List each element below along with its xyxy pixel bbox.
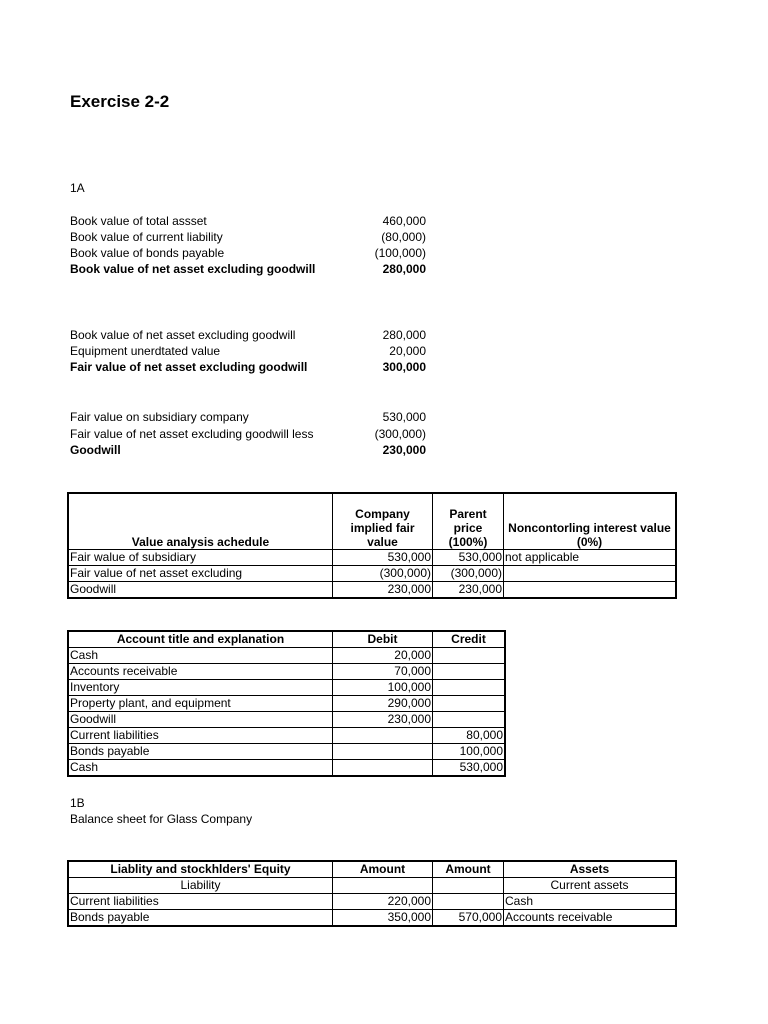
block1-total-value: 280,000 [382, 262, 426, 276]
table-cell: Fair value of net asset excluding [69, 566, 333, 582]
table-row [69, 728, 505, 744]
value-analysis-table [68, 493, 676, 598]
table-header-row [69, 632, 505, 648]
block1-label: Book value of total assset [70, 214, 207, 228]
column-header: Account title and explanation [69, 632, 333, 648]
table-cell [433, 648, 505, 664]
block3-total-value: 230,000 [382, 443, 426, 457]
table-cell: Current liabilities [69, 894, 333, 910]
table-row [69, 712, 505, 728]
table-cell: Bonds payable [69, 910, 333, 926]
table-row [69, 894, 676, 910]
column-header: Credit [433, 632, 505, 648]
table-cell: not applicable [504, 550, 676, 566]
table-cell [433, 712, 505, 728]
table-row [69, 696, 505, 712]
table-row [69, 910, 676, 926]
table-cell: (300,000) [333, 566, 433, 582]
column-header: Assets [504, 862, 676, 878]
table-row [69, 664, 505, 680]
table-cell: 230,000 [333, 712, 433, 728]
table-cell [333, 728, 433, 744]
table-cell: 100,000 [333, 680, 433, 696]
table-row [69, 550, 676, 566]
table-cell: 570,000 [433, 910, 504, 926]
table-cell: 70,000 [333, 664, 433, 680]
block1-value: 460,000 [382, 214, 426, 228]
table-cell: Goodwill [69, 582, 333, 598]
column-header: Parent price (100%) [433, 494, 504, 550]
table-cell: Accounts receivable [504, 910, 676, 926]
table-row [69, 566, 676, 582]
page-title: Exercise 2-2 [70, 92, 170, 111]
table-cell: 100,000 [433, 744, 505, 760]
table-cell [333, 760, 433, 776]
block2-total-label: Fair value of net asset excluding goodwill [70, 360, 308, 374]
table-row [69, 648, 505, 664]
table-row [69, 878, 676, 894]
table-cell: Current liabilities [69, 728, 333, 744]
journal-entry-table [68, 631, 505, 776]
block3-label: Fair value of net asset excluding goodwill less [70, 427, 314, 441]
table-cell [333, 878, 433, 894]
block3-label: Fair value on subsidiary company [70, 410, 249, 424]
table-cell: 350,000 [333, 910, 433, 926]
block1-value: (100,000) [374, 246, 426, 260]
block3-total-label: Goodwill [70, 443, 121, 457]
table-cell [504, 566, 676, 582]
table-cell: Bonds payable [69, 744, 333, 760]
block2-label: Equipment unerdtated value [70, 344, 221, 358]
block1-total-label: Book value of net asset excluding goodwill [70, 262, 316, 276]
table-cell [433, 664, 505, 680]
table-header-row [69, 494, 676, 550]
table-cell: 20,000 [333, 648, 433, 664]
block1-label: Book value of current liability [70, 230, 223, 244]
column-header: Liablity and stockhlders' Equity [69, 862, 333, 878]
column-header: Amount [433, 862, 504, 878]
table-cell: 230,000 [433, 582, 504, 598]
balance-sheet-table [68, 861, 676, 926]
table-cell: Cash [69, 760, 333, 776]
balance-sheet-caption: Balance sheet for Glass Company [70, 812, 253, 826]
block1-value: (80,000) [381, 230, 426, 244]
table-cell: Cash [504, 894, 676, 910]
table-cell: Fair walue of subsidiary [69, 550, 333, 566]
section-1b-label: 1B [70, 796, 85, 810]
table-cell [433, 894, 504, 910]
column-header: Company implied fair value [333, 494, 433, 550]
block2-total-value: 300,000 [382, 360, 426, 374]
table-cell: 230,000 [333, 582, 433, 598]
table-cell [333, 744, 433, 760]
block2-value: 20,000 [389, 344, 426, 358]
table-cell: Cash [69, 648, 333, 664]
table-row [69, 582, 676, 598]
block3-value: (300,000) [374, 427, 426, 441]
column-header: Debit [333, 632, 433, 648]
table-cell: 530,000 [433, 550, 504, 566]
column-header: Amount [333, 862, 433, 878]
table-cell: 290,000 [333, 696, 433, 712]
block2-value: 280,000 [382, 328, 426, 342]
table-cell: Property plant, and equipment [69, 696, 333, 712]
block1-label: Book value of bonds payable [70, 246, 225, 260]
table-cell [433, 696, 505, 712]
table-cell: 530,000 [433, 760, 505, 776]
table-row [69, 760, 505, 776]
column-header: Noncontorling interest value (0%) [504, 494, 676, 550]
table-cell: 80,000 [433, 728, 505, 744]
table-row [69, 680, 505, 696]
table-cell: 220,000 [333, 894, 433, 910]
table-cell: Current assets [504, 878, 676, 894]
table-cell: Liability [69, 878, 333, 894]
column-header: Value analysis achedule [69, 494, 333, 550]
table-cell: 530,000 [333, 550, 433, 566]
table-cell [433, 680, 505, 696]
table-cell: Goodwill [69, 712, 333, 728]
table-row [69, 744, 505, 760]
table-cell: Inventory [69, 680, 333, 696]
table-cell [504, 582, 676, 598]
block3-value: 530,000 [382, 410, 426, 424]
table-header-row [69, 862, 676, 878]
block2-label: Book value of net asset excluding goodwill [70, 328, 296, 342]
table-cell [433, 878, 504, 894]
table-cell: (300,000) [433, 566, 504, 582]
section-1a-label: 1A [70, 181, 85, 195]
table-cell: Accounts receivable [69, 664, 333, 680]
